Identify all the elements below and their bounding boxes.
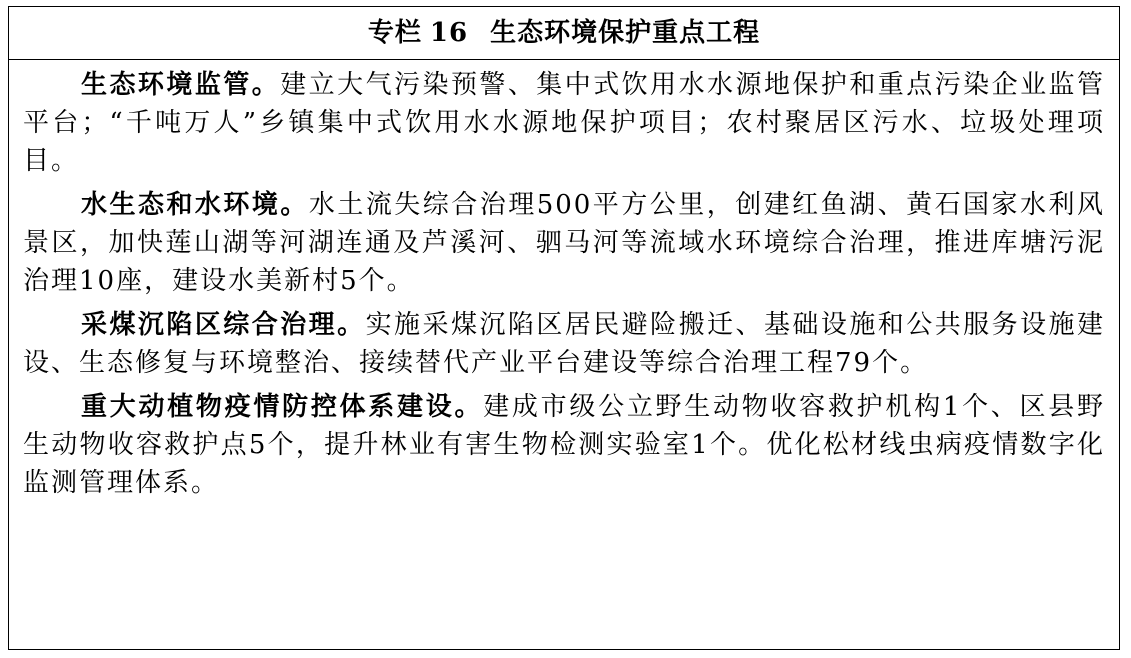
section-body: 建立大气污染预警、集中式饮用水水源地保护和重点污染企业监管平台；“千吨万人”乡镇集中式饮用水水源地保护项目；农村聚居区污水、垃圾处理项目。 [23, 70, 1105, 176]
section-heading: 水生态和水环境。 [81, 190, 309, 220]
section-heading: 生态环境监管。 [81, 70, 281, 100]
section-paragraph [23, 388, 1105, 502]
box-title [9, 7, 1119, 60]
title-text: 生态环境保护重点工程 [490, 18, 761, 48]
section-body: 建成市级公立野生动物收容救护机构1个、区县野生动物收容救护点5个，提升林业有害生物检测实验室1个。优化松材线虫病疫情数字化监测管理体系。 [23, 392, 1105, 498]
title-prefix: 专栏 [367, 18, 422, 48]
section-paragraph [23, 66, 1105, 180]
box-content [9, 60, 1119, 502]
section-body: 实施采煤沉陷区居民避险搬迁、基础设施和公共服务设施建设、生态修复与环境整治、接续替代产业平台建设等综合治理工程79个。 [23, 310, 1105, 378]
section-body: 水土流失综合治理500平方公里，创建红鱼湖、黄石国家水利风景区，加快莲山湖等河湖连通及芦溪河、驷马河等流域水环境综合治理，推进库塘污泥治理10座，建设水美新村5个。 [23, 190, 1105, 296]
section-paragraph [23, 306, 1105, 382]
feature-box [8, 6, 1120, 650]
title-number: 16 [429, 18, 469, 48]
section-paragraph [23, 186, 1105, 300]
section-heading: 采煤沉陷区综合治理。 [81, 310, 366, 340]
section-heading: 重大动植物疫情防控体系建设。 [81, 392, 484, 422]
